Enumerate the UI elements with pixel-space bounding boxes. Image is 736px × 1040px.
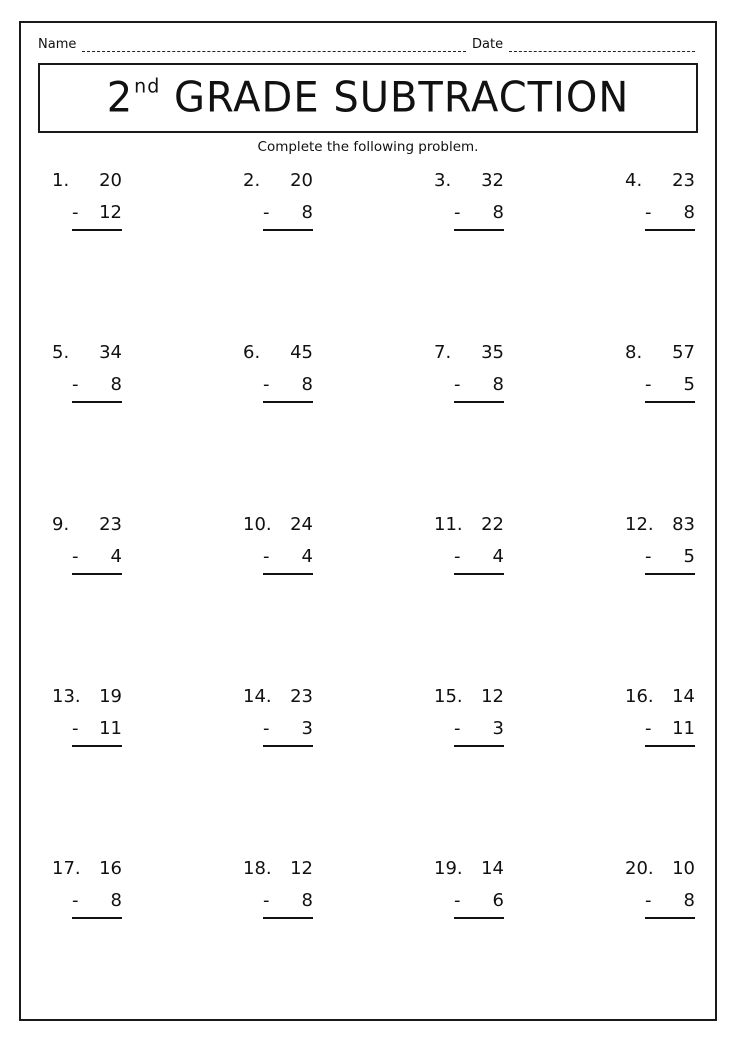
answer-line <box>263 229 313 231</box>
minuend: 83 <box>672 514 695 535</box>
minus-sign: - <box>645 374 652 395</box>
subtrahend: 5 <box>683 374 695 395</box>
answer-line <box>645 745 695 747</box>
name-field[interactable] <box>38 37 466 52</box>
minus-sign: - <box>454 374 461 395</box>
worksheet-border <box>19 21 717 1021</box>
subtrahend: 11 <box>672 718 695 739</box>
minus-sign: - <box>454 202 461 223</box>
minuend: 35 <box>481 342 504 363</box>
subtrahend: 8 <box>683 890 695 911</box>
minuend: 12 <box>290 858 313 879</box>
minuend: 19 <box>99 686 122 707</box>
problem-item <box>243 514 313 578</box>
problem-item <box>625 686 695 750</box>
answer-line <box>454 745 504 747</box>
answer-line <box>454 401 504 403</box>
subtrahend: 3 <box>301 718 313 739</box>
problem-item <box>243 170 313 234</box>
subtrahend: 8 <box>110 374 122 395</box>
minus-sign: - <box>72 546 79 567</box>
problem-number: 7. <box>434 342 452 363</box>
name-blank-line[interactable] <box>82 39 466 52</box>
subtrahend: 8 <box>492 202 504 223</box>
answer-line <box>645 401 695 403</box>
title-main-text: GRADE SUBTRACTION <box>174 73 630 123</box>
answer-line <box>263 573 313 575</box>
minus-sign: - <box>263 374 270 395</box>
problem-number: 17. <box>52 858 81 879</box>
problem-item <box>243 858 313 922</box>
minuend: 34 <box>99 342 122 363</box>
minus-sign: - <box>454 890 461 911</box>
subtrahend: 6 <box>492 890 504 911</box>
answer-line <box>72 573 122 575</box>
minus-sign: - <box>263 546 270 567</box>
problem-number: 18. <box>243 858 272 879</box>
problem-item <box>243 342 313 406</box>
minuend: 22 <box>481 514 504 535</box>
subtrahend: 8 <box>110 890 122 911</box>
subtrahend: 3 <box>492 718 504 739</box>
date-blank-line[interactable] <box>509 39 695 52</box>
subtrahend: 5 <box>683 546 695 567</box>
answer-line <box>263 917 313 919</box>
answer-line <box>263 745 313 747</box>
name-label: Name <box>38 37 77 52</box>
answer-line <box>454 229 504 231</box>
problem-number: 3. <box>434 170 452 191</box>
minuend: 24 <box>290 514 313 535</box>
minuend: 20 <box>99 170 122 191</box>
subtrahend: 8 <box>301 890 313 911</box>
date-field[interactable] <box>472 37 695 52</box>
subtrahend: 4 <box>492 546 504 567</box>
minus-sign: - <box>72 890 79 911</box>
answer-line <box>72 917 122 919</box>
problem-item <box>625 170 695 234</box>
minuend: 45 <box>290 342 313 363</box>
answer-line <box>263 401 313 403</box>
minuend: 32 <box>481 170 504 191</box>
subtrahend: 8 <box>301 374 313 395</box>
problem-number: 10. <box>243 514 272 535</box>
minus-sign: - <box>645 546 652 567</box>
minuend: 10 <box>672 858 695 879</box>
problem-item <box>625 514 695 578</box>
problem-item <box>52 342 122 406</box>
minuend: 23 <box>290 686 313 707</box>
subtrahend: 4 <box>110 546 122 567</box>
problem-number: 15. <box>434 686 463 707</box>
problem-number: 2. <box>243 170 261 191</box>
problem-number: 14. <box>243 686 272 707</box>
minuend: 23 <box>99 514 122 535</box>
problem-item <box>52 858 122 922</box>
problem-item <box>434 342 504 406</box>
subtrahend: 11 <box>99 718 122 739</box>
subtrahend: 4 <box>301 546 313 567</box>
minus-sign: - <box>454 546 461 567</box>
problem-item <box>434 858 504 922</box>
subtrahend: 8 <box>683 202 695 223</box>
problem-number: 4. <box>625 170 643 191</box>
problem-number: 16. <box>625 686 654 707</box>
title-grade-number: 2 <box>106 73 134 123</box>
title-box <box>38 63 698 133</box>
problem-number: 20. <box>625 858 654 879</box>
problem-number: 8. <box>625 342 643 363</box>
problem-item <box>434 170 504 234</box>
problem-number: 9. <box>52 514 70 535</box>
title-superscript: nd <box>134 74 161 98</box>
subtrahend: 12 <box>99 202 122 223</box>
problem-number: 5. <box>52 342 70 363</box>
minuend: 23 <box>672 170 695 191</box>
minuend: 57 <box>672 342 695 363</box>
answer-line <box>645 229 695 231</box>
minus-sign: - <box>645 202 652 223</box>
problem-item <box>434 514 504 578</box>
minus-sign: - <box>263 890 270 911</box>
answer-line <box>645 573 695 575</box>
subtrahend: 8 <box>301 202 313 223</box>
minus-sign: - <box>645 718 652 739</box>
problem-number: 19. <box>434 858 463 879</box>
minuend: 20 <box>290 170 313 191</box>
problem-item <box>243 686 313 750</box>
minus-sign: - <box>263 718 270 739</box>
minuend: 14 <box>481 858 504 879</box>
instructions: Complete the following problem. <box>257 139 479 155</box>
date-label: Date <box>472 37 504 52</box>
minuend: 14 <box>672 686 695 707</box>
problem-item <box>52 170 122 234</box>
minus-sign: - <box>263 202 270 223</box>
subtrahend: 8 <box>492 374 504 395</box>
problem-number: 11. <box>434 514 463 535</box>
problem-item <box>52 686 122 750</box>
minus-sign: - <box>645 890 652 911</box>
minus-sign: - <box>72 374 79 395</box>
problem-item <box>625 858 695 922</box>
answer-line <box>454 573 504 575</box>
minus-sign: - <box>72 718 79 739</box>
minuend: 16 <box>99 858 122 879</box>
problem-number: 6. <box>243 342 261 363</box>
page-title <box>107 74 630 122</box>
problem-item <box>625 342 695 406</box>
answer-line <box>645 917 695 919</box>
minuend: 12 <box>481 686 504 707</box>
problem-number: 13. <box>52 686 81 707</box>
answer-line <box>72 229 122 231</box>
problem-number: 12. <box>625 514 654 535</box>
problem-number: 1. <box>52 170 70 191</box>
answer-line <box>72 745 122 747</box>
answer-line <box>454 917 504 919</box>
answer-line <box>72 401 122 403</box>
minus-sign: - <box>454 718 461 739</box>
problem-item <box>52 514 122 578</box>
problem-item <box>434 686 504 750</box>
minus-sign: - <box>72 202 79 223</box>
